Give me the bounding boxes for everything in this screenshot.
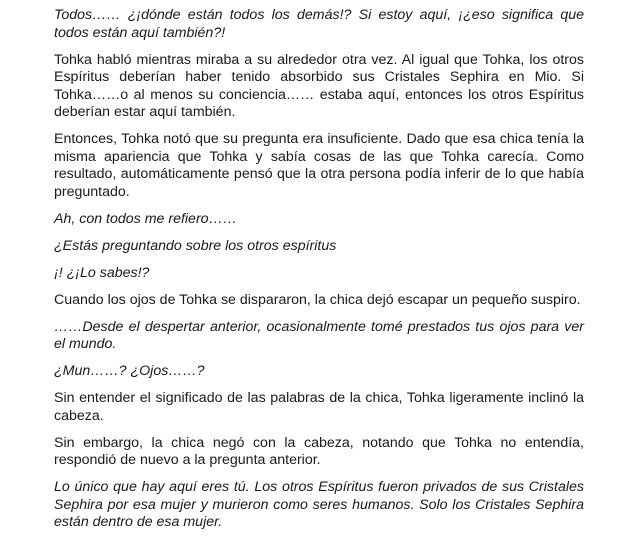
paragraph-10: Sin entender el significado de las palabras de la chica, Tohka ligeramente inclinó la cabeza. (54, 390, 584, 424)
paragraph-1: Todos…… ¿¡dónde están todos los demás!? Si estoy aquí, ¡¿eso significa que todos están aquí también?! (54, 7, 584, 41)
paragraph-5: ¿Estás preguntando sobre los otros espíritus (54, 237, 337, 254)
paragraph-2: Tohka habló mientras miraba a su alrededor otra vez. Al igual que Tohka, los otros Espíritus deberían haber tenido absorbido sus Cristales Sephira en Mio. Si Tohka……o al menos su conciencia…… estaba aquí, entonces los otros Espíritus deberían estar aquí también. (54, 51, 584, 120)
paragraph-8: ……Desde el despertar anterior, ocasionalmente tomé prestados tus ojos para ver el mundo. (54, 318, 584, 352)
paragraph-6: ¡! ¿¡Lo sabes!? (54, 264, 150, 281)
paragraph-4: Ah, con todos me refiero…… (54, 210, 237, 227)
paragraph-3: Entonces, Tohka notó que su pregunta era insuficiente. Dado que esa chica tenía la misma apariencia que Tohka y sabía cosas de las que Tohka carecía. Como resultado, automáticamente pensó que la otra persona podía inferir de lo que había preguntado. (54, 131, 584, 200)
paragraph-12: Lo único que hay aquí eres tú. Los otros Espíritus fueron privados de sus Cristales Sephira por esa mujer y murieron como seres humanos. Solo los Cristales Sephira están dentro de esa mujer. (54, 479, 584, 530)
paragraph-11: Sin embargo, la chica negó con la cabeza, notando que Tohka no entendía, respondió de nuevo a la pregunta anterior. (54, 434, 584, 468)
paragraph-9: ¿Mun……? ¿Ojos……? (54, 363, 205, 379)
paragraph-7: Cuando los ojos de Tohka se dispararon, la chica dejó escapar un pequeño suspiro. (54, 291, 581, 308)
